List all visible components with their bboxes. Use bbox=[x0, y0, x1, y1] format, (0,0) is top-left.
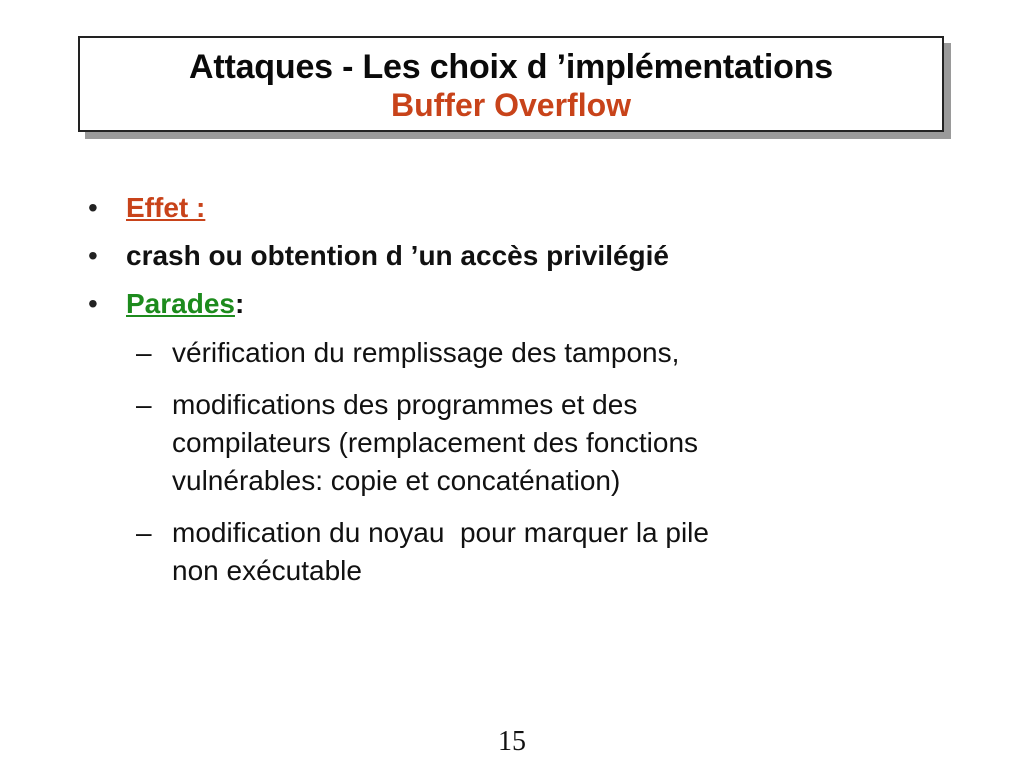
parades-label: Parades bbox=[126, 288, 235, 319]
bullet-parades bbox=[88, 286, 988, 322]
slide-content bbox=[88, 190, 988, 604]
slide-title: Attaques - Les choix d ’implémentations bbox=[189, 48, 833, 86]
effect-description: crash ou obtention d ’un accès privilégié bbox=[126, 240, 670, 271]
bullet-icon: • bbox=[88, 192, 98, 223]
parades-colon: : bbox=[234, 288, 245, 319]
bullet-effet bbox=[88, 190, 988, 226]
sub-item-line: vulnérables: copie et concaténation) bbox=[172, 465, 621, 496]
sub-item-line: compilateurs (remplacement des fonctions bbox=[172, 427, 699, 458]
bullet-effect-description bbox=[88, 238, 988, 274]
page-number: 15 bbox=[498, 726, 526, 757]
effet-label: Effet : bbox=[126, 192, 206, 223]
sub-item-line: vérification du remplissage des tampons, bbox=[172, 337, 680, 368]
bullet-icon: • bbox=[88, 288, 98, 319]
sub-item-noyau bbox=[136, 514, 988, 590]
dash-icon: – bbox=[136, 337, 152, 368]
sub-item-line: modification du noyau pour marquer la pile bbox=[172, 517, 709, 548]
sub-item-line: modifications des programmes et des bbox=[172, 389, 638, 420]
sub-item-modifications bbox=[136, 386, 988, 500]
slide-title-box bbox=[78, 36, 944, 132]
slide-subtitle: Buffer Overflow bbox=[390, 87, 632, 123]
parades-sub-list bbox=[136, 334, 988, 590]
dash-icon: – bbox=[136, 517, 152, 548]
dash-icon: – bbox=[136, 389, 152, 420]
sub-item-verification bbox=[136, 334, 988, 372]
sub-item-line: non exécutable bbox=[172, 555, 362, 586]
bullet-icon: • bbox=[88, 240, 98, 271]
